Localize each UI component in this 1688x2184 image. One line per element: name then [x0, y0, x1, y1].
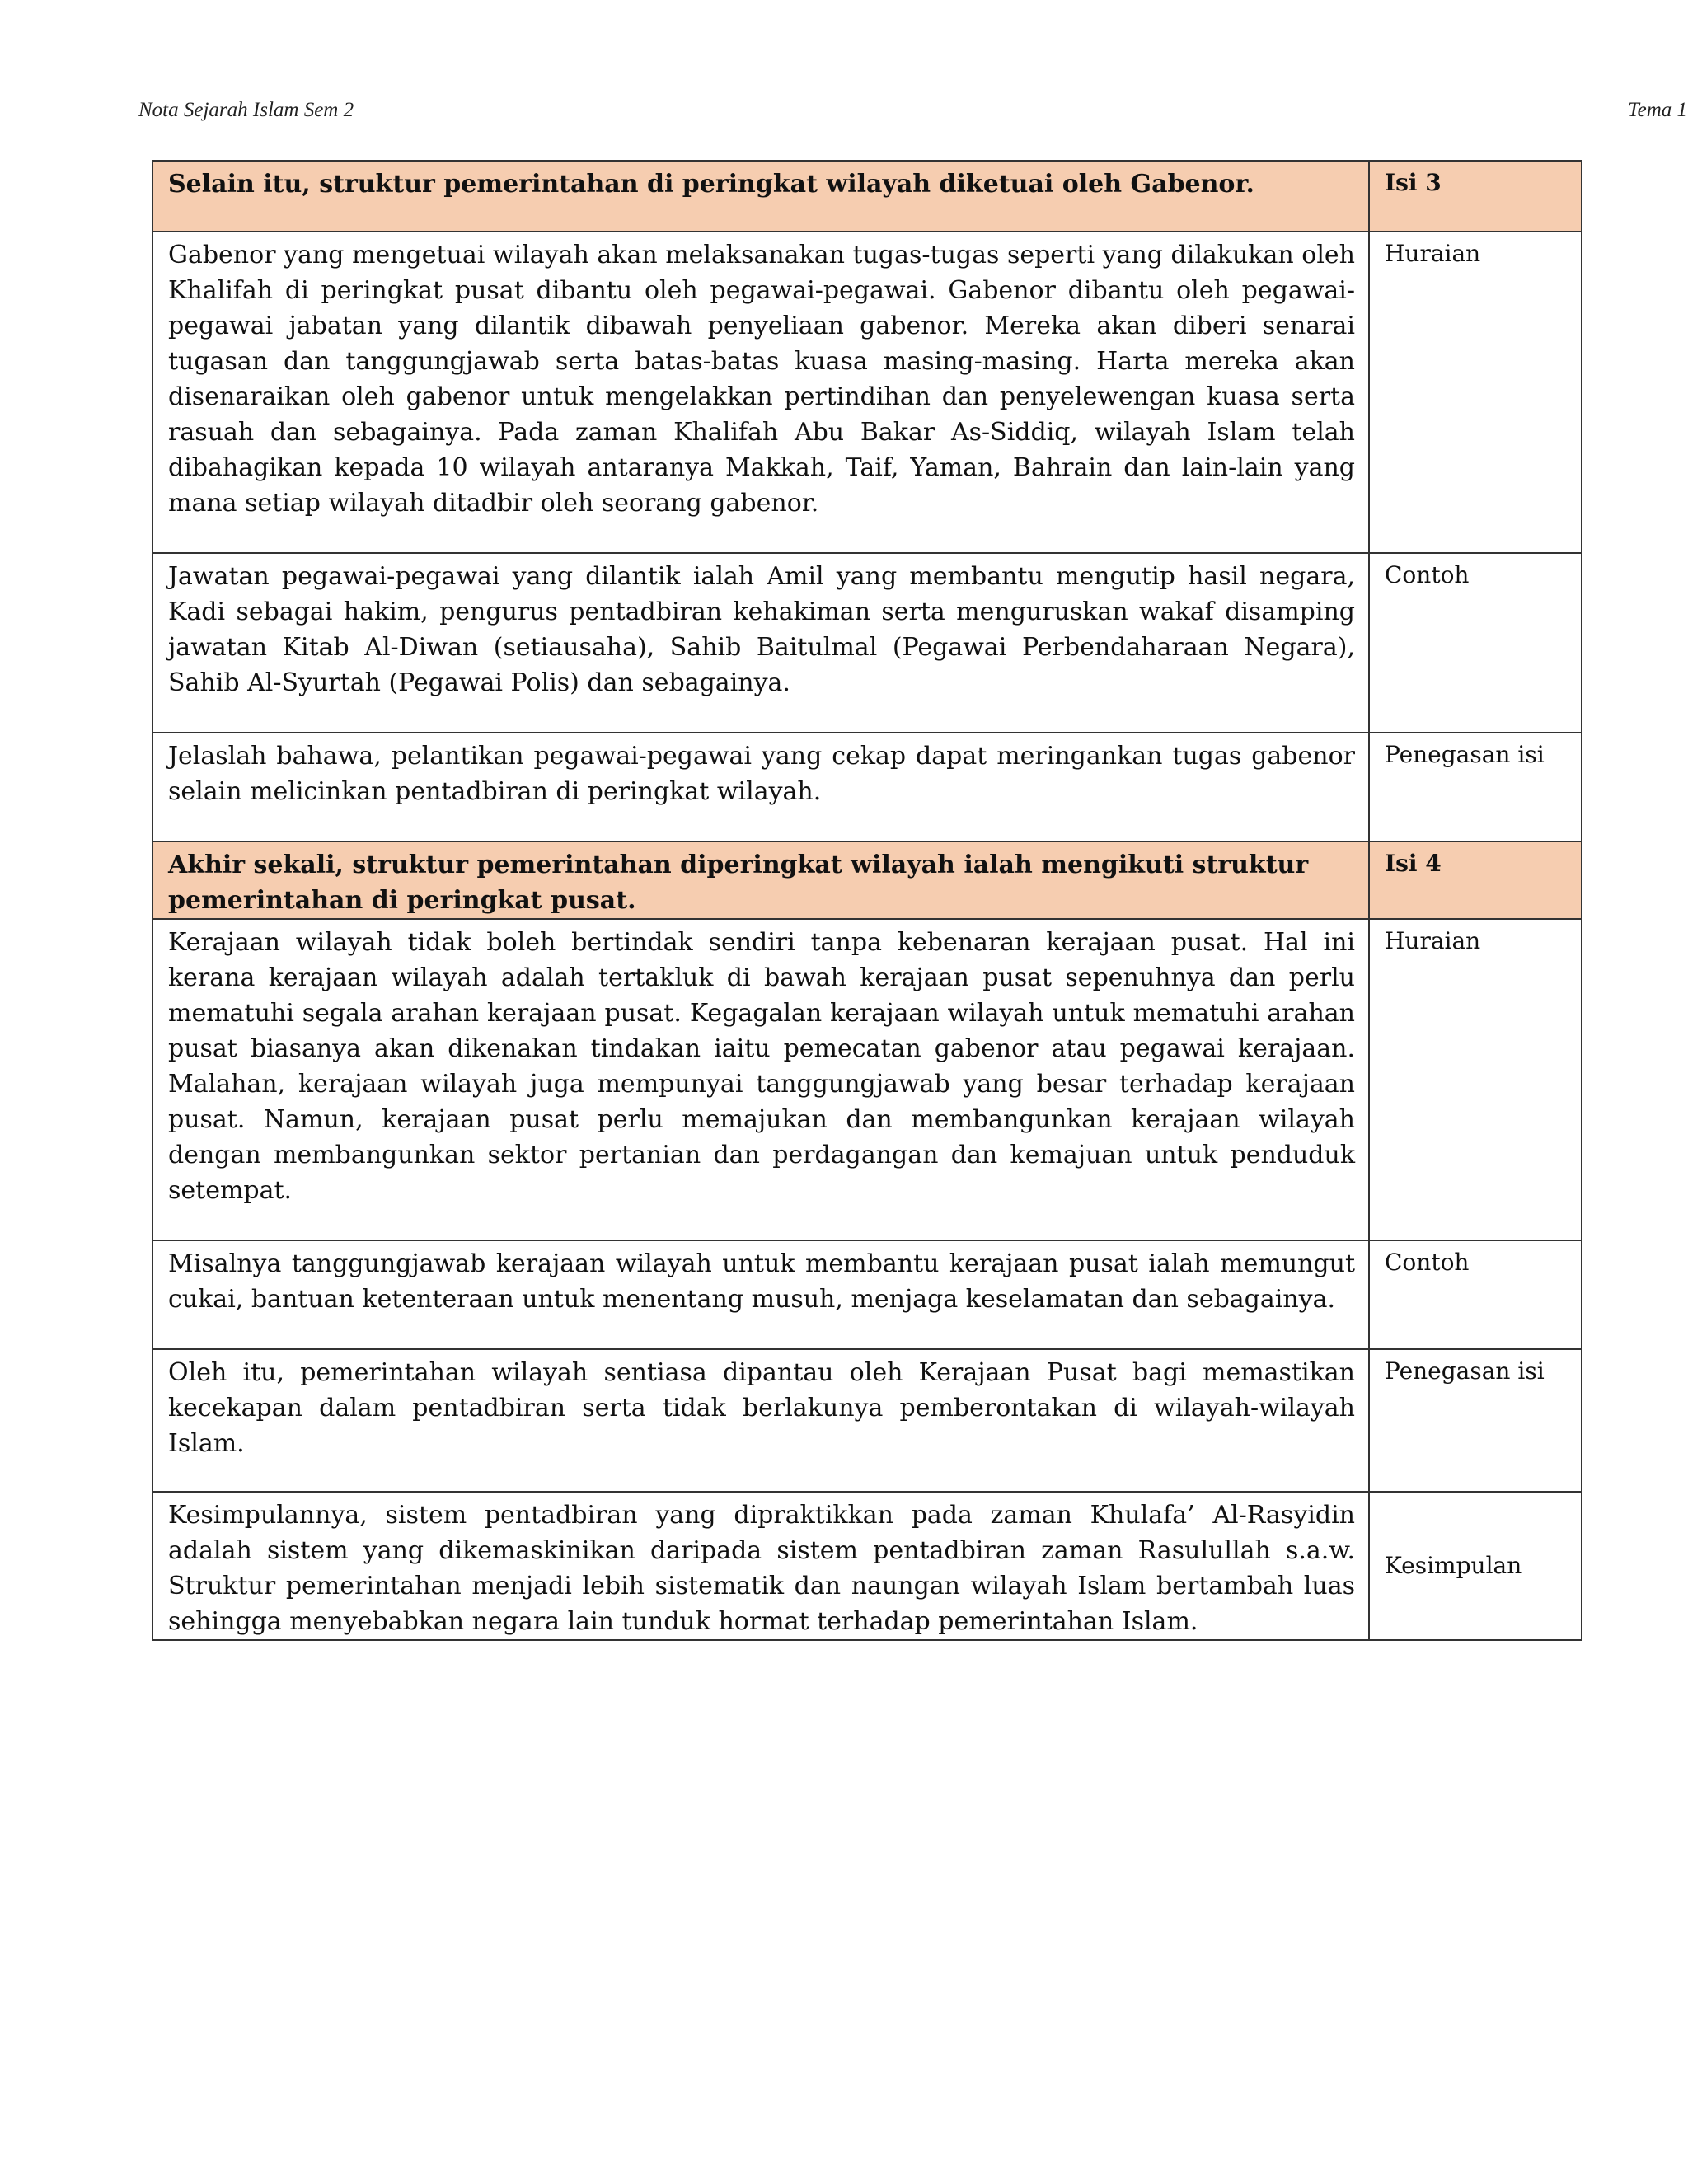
table-row-huraian — [152, 919, 1582, 1240]
row-label: Kesimpulan — [1369, 1492, 1582, 1640]
table-row-huraian — [152, 232, 1582, 553]
table-row-kesimpulan — [152, 1492, 1582, 1640]
table-row-contoh — [152, 553, 1582, 733]
row-label: Contoh — [1369, 553, 1582, 733]
table-row-penegasan-isi — [152, 1349, 1582, 1492]
header-document-title: Nota Sejarah Islam Sem 2 — [138, 99, 354, 121]
row-label: Contoh — [1369, 1240, 1582, 1349]
header-theme-label: Tema 1 — [1628, 99, 1688, 121]
point-heading: Akhir sekali, struktur pemerintahan diperingkat wilayah ialah mengikuti struktur pemerintahan di peringkat pusat. — [152, 841, 1369, 919]
row-label: Huraian — [1369, 919, 1582, 1240]
point-heading: Selain itu, struktur pemerintahan di peringkat wilayah diketuai oleh Gabenor. — [152, 161, 1369, 232]
row-label: Isi 4 — [1369, 841, 1582, 919]
table-row-isi-4 — [152, 841, 1582, 919]
table-row-penegasan-isi — [152, 733, 1582, 841]
table-row-contoh — [152, 1240, 1582, 1349]
row-label: Isi 3 — [1369, 161, 1582, 232]
page-header — [138, 99, 1688, 132]
row-label: Penegasan isi — [1369, 1349, 1582, 1492]
table-row-isi-3 — [152, 161, 1582, 232]
paragraph-cell: Jawatan pegawai-pegawai yang dilantik ialah Amil yang membantu mengutip hasil negara, Kadi sebagai hakim, pengurus pentadbiran kehakiman serta menguruskan wakaf disamping jawatan Kitab Al-Diwan (setiausaha), Sahib Baitulmal (Pegawai Perbendaharaan Negara), Sahib Al-Syurtah (Pegawai Polis) dan sebagainya. — [152, 553, 1369, 733]
row-label: Penegasan isi — [1369, 733, 1582, 841]
paragraph-cell: Kesimpulannya, sistem pentadbiran yang dipraktikkan pada zaman Khulafa’ Al-Rasyidin adalah sistem yang dikemaskinikan daripada sistem pentadbiran zaman Rasulullah s.a.w. Struktur pemerintahan menjadi lebih sistematik dan naungan wilayah Islam bertambah luas sehingga menyebabkan negara lain tunduk hormat terhadap pemerintahan Islam. — [152, 1492, 1369, 1640]
paragraph-cell: Oleh itu, pemerintahan wilayah sentiasa dipantau oleh Kerajaan Pusat bagi memastikan kecekapan dalam pentadbiran serta tidak berlakunya pemberontakan di wilayah-wilayah Islam. — [152, 1349, 1369, 1492]
paragraph-cell: Misalnya tanggungjawab kerajaan wilayah untuk membantu kerajaan pusat ialah memungut cukai, bantuan ketenteraan untuk menentang musuh, menjaga keselamatan dan sebagainya. — [152, 1240, 1369, 1349]
paragraph-cell: Kerajaan wilayah tidak boleh bertindak sendiri tanpa kebenaran kerajaan pusat. Hal ini kerana kerajaan wilayah adalah tertakluk di bawah kerajaan pusat sepenuhnya dan perlu mematuhi segala arahan kerajaan pusat. Kegagalan kerajaan wilayah untuk mematuhi arahan pusat biasanya akan dikenakan tindakan iaitu pemecatan gabenor atau pegawai kerajaan. Malahan, kerajaan wilayah juga mempunyai tanggungjawab yang besar terhadap kerajaan pusat. Namun, kerajaan pusat perlu memajukan dan membangunkan kerajaan wilayah dengan membangunkan sektor pertanian dan perdagangan dan kemajuan untuk penduduk setempat. — [152, 919, 1369, 1240]
notes-table — [152, 160, 1582, 1641]
paragraph-cell: Gabenor yang mengetuai wilayah akan melaksanakan tugas-tugas seperti yang dilakukan oleh Khalifah di peringkat pusat dibantu oleh pegawai-pegawai. Gabenor dibantu oleh pegawai-pegawai jabatan yang dilantik dibawah penyeliaan gabenor. Mereka akan diberi senarai tugasan dan tanggungjawab serta batas-batas kuasa masing-masing. Harta mereka akan disenaraikan oleh gabenor untuk mengelakkan pertindihan dan penyelewengan kuasa serta rasuah dan sebagainya. Pada zaman Khalifah Abu Bakar As-Siddiq, wilayah Islam telah dibahagikan kepada 10 wilayah antaranya Makkah, Taif, Yaman, Bahrain dan lain-lain yang mana setiap wilayah ditadbir oleh seorang gabenor. — [152, 232, 1369, 553]
paragraph-cell: Jelaslah bahawa, pelantikan pegawai-pegawai yang cekap dapat meringankan tugas gabenor selain melicinkan pentadbiran di peringkat wilayah. — [152, 733, 1369, 841]
row-label: Huraian — [1369, 232, 1582, 553]
